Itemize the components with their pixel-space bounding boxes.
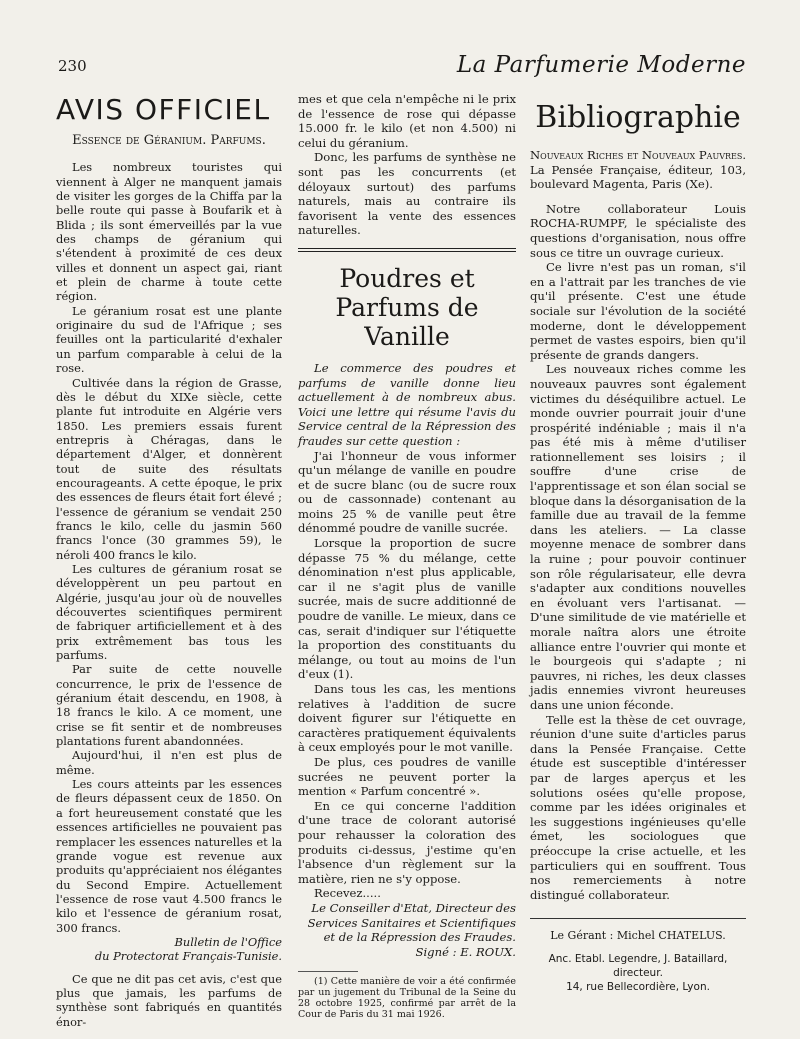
paragraph: Lorsque la proportion de sucre dépasse 75 % du mélange, cette dénomination n'est plus applicable, car il ne s'agit plus de vanille sucrée, mais de sucre additionné de poudre de vanille. Le mieux, dans ce cas, serait d'indiquer sur l'étiquette la proportion des constituants du mélange, ou tout au moins de l'un d'eux (1). [298, 536, 516, 682]
paragraph: Ce livre n'est pas un roman, s'il en a l'attrait par les tranches de vie qu'il présente. C'est une étude sociale sur l'évolution de la société moderne, dont le développement permet de vastes espoirs, bien qu'il présente de grands dangers. [530, 260, 746, 362]
column-avis-officiel [56, 92, 282, 1029]
book-publisher: La Pensée Française, éditeur, 103, boulevard Magenta, Paris (Xe). [530, 162, 746, 192]
paragraph: En ce qui concerne l'addition d'une trace de colorant autorisé pour rehausser la coloration des produits ci-dessus, j'estime qu'en l'absence d'un règlement sur la matière, rien ne s'y oppose. [298, 798, 516, 886]
signature-line: Le Conseiller d'Etat, Directeur des [311, 900, 516, 915]
printer-line: Anc. Etabl. Legendre, J. Bataillard, directeur. [548, 952, 728, 979]
gerant-line: Le Gérant : Michel CHATELUS. [550, 929, 726, 943]
printer-line: 14, rue Bellecordière, Lyon. [566, 980, 710, 993]
paragraph: De plus, ces poudres de vanille sucrées ne peuvent porter la mention « Parfum concentré ». [298, 754, 516, 799]
paragraph: Dans tous les cas, les mentions relatives à l'addition de sucre doivent figurer sur l'étiquette en caractères pratiquement équivalents à ceux employés pour le mot vanille. [298, 682, 516, 755]
poudres-title: Poudres et Parfums de Vanille [335, 263, 479, 351]
footnote-rule [298, 971, 358, 972]
paragraph: Par suite de cette nouvelle concurrence, le prix de l'essence de géranium était descendu, en 1908, à 18 francs le kilo. A ce moment, une crise se fit sentir et de nombreuses plantations furent abandonnées. [56, 662, 282, 749]
signature-line: Services Sanitaires et Scientifiques [307, 915, 516, 930]
masthead: La Parfumerie Moderne [456, 52, 746, 78]
paragraph: J'ai l'honneur de vous informer qu'un mélange de vanille en poudre et de sucre blanc (ou de sucre roux ou de cassonnade) contenant au moins 25 % de vanille peut être dénommé poudre de vanille sucrée. [298, 448, 516, 536]
paragraph: Les cultures de géranium rosat se développèrent un peu partout en Algérie, jusqu'au jour où de nouvelles découvertes scientifiques permirent de fabriquer artificiellement et à des prix extrêmement bas tous les parfums. [56, 561, 282, 663]
book-reference [530, 148, 746, 192]
paragraph: Notre collaborateur Louis ROCHA-RUMPF, le spécialiste des questions d'organisation, nous offre sous ce titre un ouvrage curieux. [530, 201, 746, 260]
avis-title: AVIS OFFICIEL [56, 93, 271, 126]
paragraph: Les cours atteints par les essences de fleurs dépassent ceux de 1850. On a fort heureusement constaté que les essences artificielles ne pouvaient pas remplacer les essences naturelles et la grande vogue est revenue aux produits qu'appréciaient nos élégantes du Second Empire. Actuellement l'essence de rose vaut 4.500 francs le kilo et l'essence de géranium rosat, 300 francs. [56, 777, 282, 935]
paragraph: Donc, les parfums de synthèse ne sont pas les concurrents (et déloyaux surtout) des parfums naturels, mais au contraire ils favorisent la vente des essences naturelles. [298, 150, 516, 238]
column-bibliographie [530, 92, 746, 994]
footnote: (1) Cette manière de voir a été confirmée par un jugement du Tribunal de la Seine du 28 octobre 1925, confirmé par arrêt de la Cour de Paris du 31 mai 1926. [298, 976, 516, 1021]
avis-subtitle: Essence de Géranium. Parfums. [72, 133, 266, 148]
paragraph: mes et que cela n'empêche ni le prix de l'essence de rose qui dépasse 15.000 fr. le kilo (et non 4.500) ni celui du géranium. [298, 92, 516, 150]
signature-line: et de la Répression des Fraudes. [323, 930, 516, 945]
section-divider [298, 248, 516, 252]
signature-line: Bulletin de l'Office [174, 934, 282, 949]
paragraph: Les nouveaux riches comme les nouveaux pauvres sont également victimes du déséquilibre actuel. Le monde ouvrier pourrait jouir d'une prospérité indéniable ; mais il n'a pas été mis à même d'utiliser rationnellement ses loisirs ; il souffre d'une crise de l'apprentissage et son élan social se bloque dans la désorganisation de la famille due au travail de la femme dans les ateliers. — La classe moyenne menace de sombrer dans la ruine ; pour pouvoir continuer son rôle régularisateur, elle devra s'adapter aux conditions nouvelles en évoluant vers l'artisanat. — D'une similitude de vie matérielle et morale naîtra alors une étroite alliance entre l'ouvrier qui monte et le bourgeois qui s'adapte ; ni pauvres, ni riches, les deux classes jadis ennemies vivront heureuses dans une union féconde. [530, 362, 746, 712]
column-poudres [298, 92, 516, 1020]
paragraph: Recevez..... [314, 886, 381, 901]
paragraph: Telle est la thèse de cet ouvrage, réunion d'une suite d'articles parus dans la Pensée Française. Cette étude est susceptible d'intéresser par de larges aperçus et les solutions osées qu'elle propose, comme par les idées originales et les suggestions ingénieuses qu'elle émet, les sociologues que préoccupe la crise actuelle, et les particuliers qui en souffrent. Tous nos remerciements à notre distingué collaborateur. [530, 712, 746, 902]
book-title: Nouveaux Riches et Nouveaux Pauvres. [530, 148, 746, 162]
signature-line: du Protectorat Français-Tunisie. [94, 949, 282, 964]
paragraph: Aujourd'hui, il n'en est plus de même. [56, 748, 282, 777]
biblio-title: Bibliographie [535, 100, 741, 135]
closing-rule [530, 918, 746, 919]
signature-line: Signé : E. ROUX. [415, 944, 516, 959]
paragraph: Ce que ne dit pas cet avis, c'est que plus que jamais, les parfums de synthèse sont fabriqués en quantités énor- [56, 971, 282, 1029]
paragraph: Le géranium rosat est une plante originaire du sud de l'Afrique ; ses feuilles ont la particularité d'exhaler un parfum comparable à celui de la rose. [56, 303, 282, 376]
paragraph: Cultivée dans la région de Grasse, dès le début du XIXe siècle, cette plante fut introduite en Algérie vers 1850. Les premiers essais furent entrepris à Chéragas, dans le département d'Alger, et donnèrent tout de suite des résultats encourageants. A cette époque, le prix des essences de fleurs était fort élevé ; l'essence de géranium se vendait 250 francs le kilo, celle du jasmin 560 francs l'once (30 grammes 59), le néroli 400 francs le kilo. [56, 375, 282, 562]
page-number: 230 [58, 57, 87, 75]
paragraph: Les nombreux touristes qui viennent à Alger ne manquent jamais de visiter les gorges de la Chiffa par la belle route qui passe à Boufarik et à Blida ; ils sont émerveillés par la vue des champs de géranium qui s'étendent à proximité de ces deux villes et donnent un aspect gai, riant et plein de charme à toute cette région. [56, 160, 282, 304]
intro-paragraph: Le commerce des poudres et parfums de vanille donne lieu actuellement à de nombreux abus. Voici une lettre qui résume l'avis du Service central de la Répression des fraudes sur cette question : [298, 360, 516, 448]
